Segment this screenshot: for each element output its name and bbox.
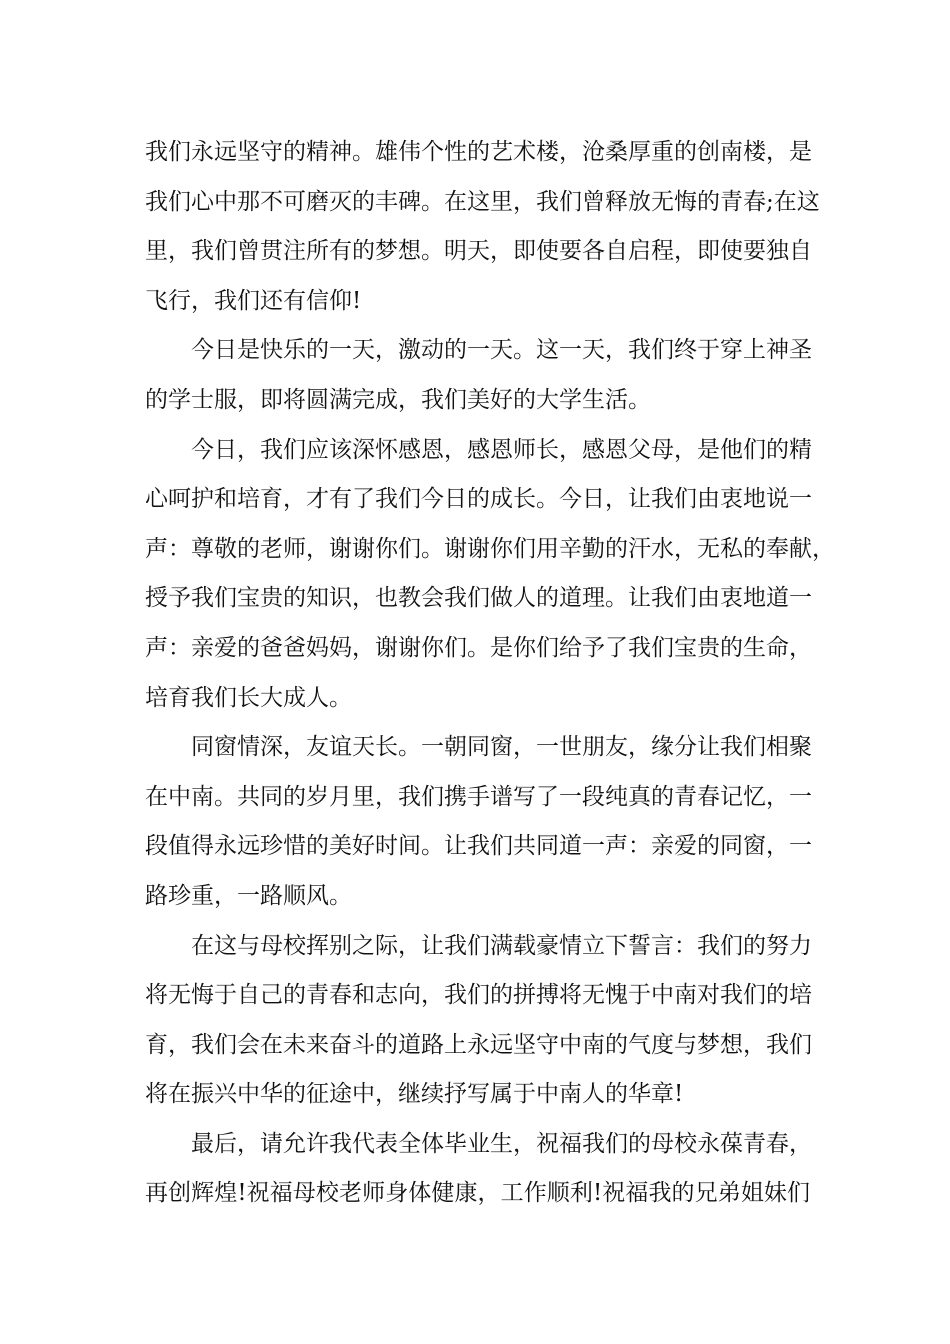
paragraph [145, 128, 820, 326]
text-line: 将在振兴中华的征途中，继续抒写属于中南人的华章! [145, 1081, 684, 1108]
text-line: 声：尊敬的老师，谢谢你们。谢谢你们用辛勤的汗水，无私的奉献， [145, 535, 835, 562]
text-line: 心呵护和培育，才有了我们今日的成长。今日，让我们由衷地说一 [145, 486, 812, 513]
text-line: 再创辉煌!祝福母校老师身体健康，工作顺利!祝福我的兄弟姐妹们 [145, 1180, 810, 1207]
text-line: 培育我们长大成人。 [145, 684, 352, 711]
text-line: 同窗情深，友谊天长。一朝同窗，一世朋友，缘分让我们相聚 [191, 734, 812, 761]
text-line: 声：亲爱的爸爸妈妈，谢谢你们。是你们给予了我们宝贵的生命， [145, 634, 812, 661]
text-line: 我们心中那不可磨灭的丰碑。在这里，我们曾释放无悔的青春;在这 [145, 188, 820, 215]
text-line: 段值得永远珍惜的美好时间。让我们共同道一声：亲爱的同窗，一 [145, 833, 812, 860]
text-line: 里，我们曾贯注所有的梦想。明天，即使要各自启程，即使要独自 [145, 238, 812, 265]
document-body [145, 128, 835, 1219]
text-line: 将无悔于自己的青春和志向，我们的拼搏将无愧于中南对我们的培 [145, 982, 812, 1009]
paragraph [145, 723, 810, 921]
text-line: 我们永远坚守的精神。雄伟个性的艺术楼，沧桑厚重的创南楼，是 [145, 139, 812, 165]
text-line: 路珍重，一路顺风。 [145, 882, 352, 909]
paragraph [145, 426, 835, 724]
text-line: 授予我们宝贵的知识，也教会我们做人的道理。让我们由衷地道一 [145, 585, 812, 612]
paragraph [145, 1120, 810, 1219]
text-line: 的学士服，即将圆满完成，我们美好的大学生活。 [145, 386, 651, 413]
text-line: 在这与母校挥别之际，让我们满载豪情立下誓言：我们的努力 [191, 932, 812, 959]
text-line: 育，我们会在未来奋斗的道路上永远坚守中南的气度与梦想，我们 [145, 1031, 812, 1058]
text-line: 今日是快乐的一天，激动的一天。这一天，我们终于穿上神圣 [191, 337, 812, 364]
text-line: 飞行，我们还有信仰! [145, 287, 362, 314]
paragraph [145, 326, 810, 425]
paragraph [145, 922, 810, 1120]
text-line: 最后，请允许我代表全体毕业生，祝福我们的母校永葆青春， [191, 1130, 812, 1157]
text-line: 今日，我们应该深怀感恩，感恩师长，感恩父母，是他们的精 [191, 436, 812, 463]
text-line: 在中南。共同的岁月里，我们携手谱写了一段纯真的青春记忆，一 [145, 783, 812, 810]
